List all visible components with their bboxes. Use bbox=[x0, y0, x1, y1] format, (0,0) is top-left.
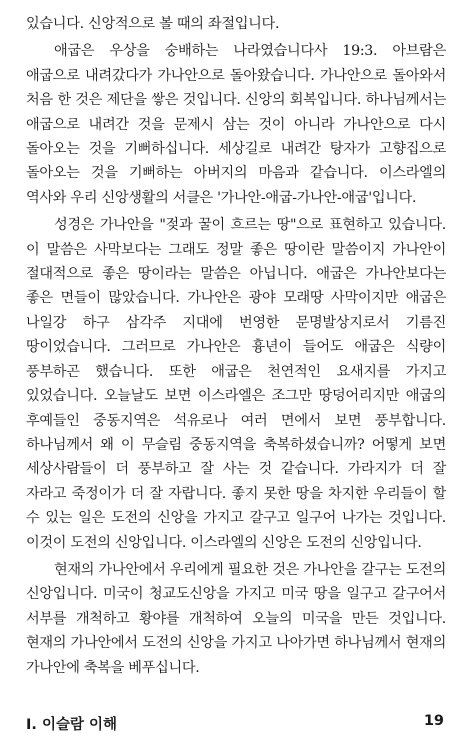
paragraph-continued: 있습니다. 신앙적으로 볼 때의 좌절입니다. bbox=[26, 16, 280, 32]
paragraph-present-canaan: 현재의 가나안에서 우리에게 필요한 것은 가나안을 갈구는 도전의 신앙입니다. 미국이 청교도신앙을 가지고 미국 땅을 일구고 갈구어서 서부를 개척하고 황야를 개척하여 오늘의 미국을 만든 것입니다. 현재의 가나안에서 도전의 신앙을 가지고 나아가면 하나님께서 현재의 가나안에 축복을 베푸십니다. bbox=[26, 561, 446, 676]
paragraph-egypt-idolatry: 애굽은 우상을 숭배하는 나라였습니다사 19:3. 아브람은 애굽으로 내려갔다가 가나안으로 돌아왔습니다. 가나안으로 돌아와서 처음 한 것은 제단을 쌓은 것입니다. 신앙의 회복입니다. 하나님께서는 애굽으로 내려간 것을 문제시 삼는 것이 아니라 가나안으로 다시 돌아오는 것을 기뻐하십니다. 세상길로 내려간 탕자가 고향집으로 돌아오는 것을 기뻐하는 아버지의 마음과 같습니다. 이스라엘의 역사와 우리 신앙생활의 서클은 '가나안-애굽-가나안-애굽'입니다. bbox=[26, 43, 446, 206]
page-number: 19 bbox=[423, 713, 444, 729]
page-footer bbox=[26, 713, 444, 737]
body-text bbox=[26, 12, 446, 683]
paragraph-canaan-description: 성경은 가나안을 "젖과 꿀이 흐르는 땅"으로 표현하고 있습니다. 이 말씀은 사막보다는 그래도 정말 좋은 땅이란 말씀이지 가나안이 절대적으로 좋은 땅이라는 말씀은 아닙니다. 애굽은 가나안보다는 좋은 면들이 많았습니다. 가나안은 광야 모래땅 사막이지만 애굽은 나일강 하구 삼각주 지대에 번영한 문명발상지로서 기름진 땅이었습니다. 그러므로 가나안은 흉년이 들어도 애굽은 식량이 풍부하곤 했습니다. 또한 애굽은 천연적인 요새지를 가지고 있었습니다. 오늘날도 보면 이스라엘은 조그만 땅덩어리지만 애굽의 후예들인 중동지역은 석유로나 여러 면에서 보면 풍부합니다. 하나님께서 왜 이 무슬림 중동지역을 축복하셨습니까? 어떻게 보면 세상사람들이 더 풍부하고 잘 사는 것 같습니다. 가라지가 더 잘 자라고 죽정이가 더 잘 자랍니다. 좋지 못한 땅을 차지한 우리들이 할 수 있는 일은 도전의 신앙을 가지고 갈구고 일구어 나가는 것입니다. 이것이 도전의 신앙입니다. 이스라엘의 신앙은 도전의 신앙입니다. bbox=[26, 217, 446, 551]
section-title: Ⅰ. 이슬람 이해 bbox=[26, 717, 118, 733]
